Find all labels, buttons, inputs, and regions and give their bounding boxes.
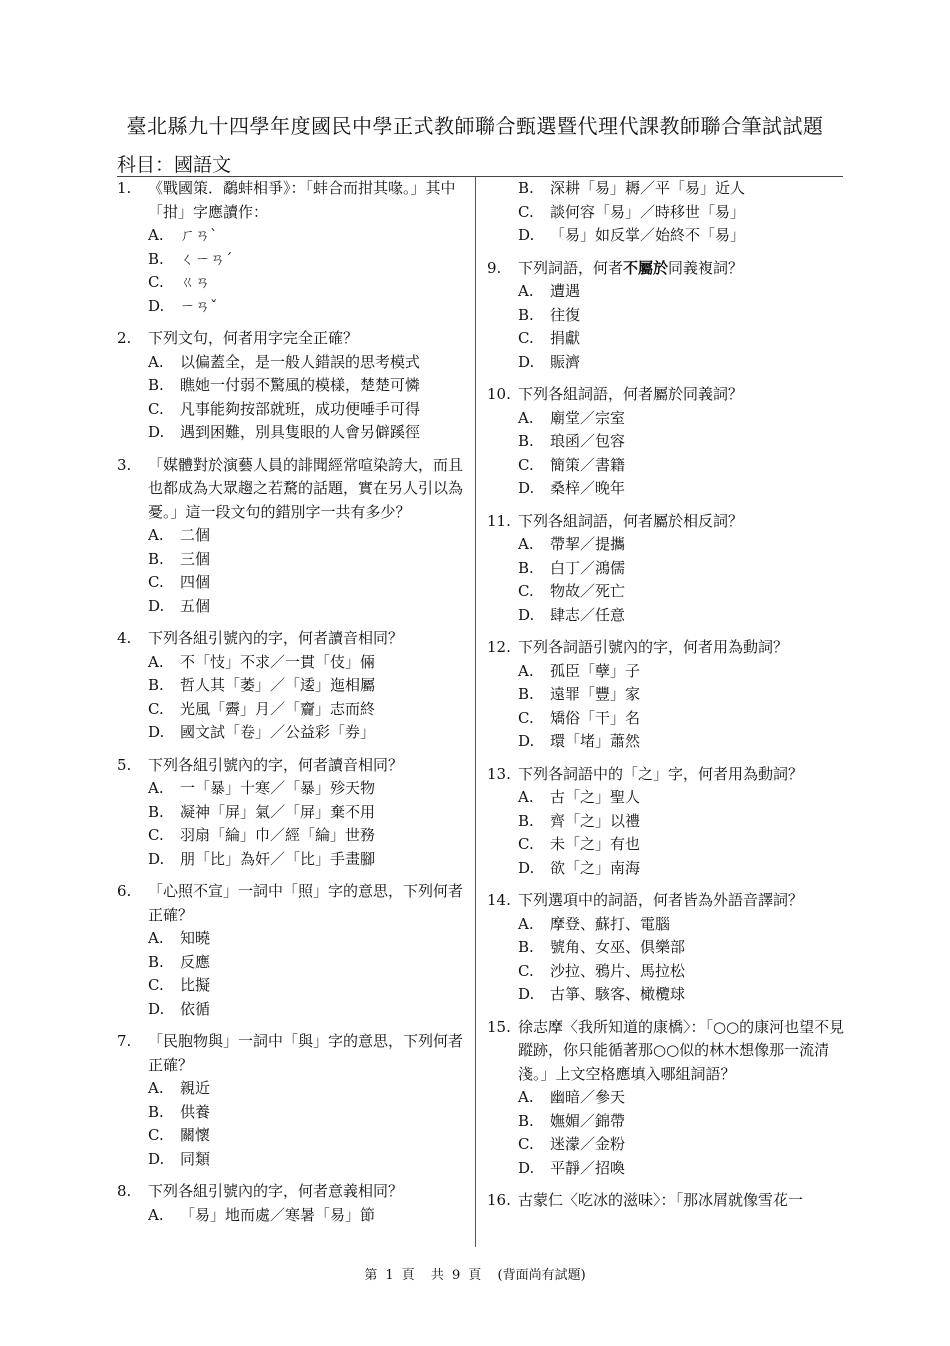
question-text: 下列各詞語中的「之」字，何者用為動詞？: [518, 764, 804, 783]
option-label: A.: [148, 779, 164, 797]
option-text: 親近: [180, 1079, 211, 1097]
option-label: A.: [518, 282, 534, 300]
option-text: 反應: [180, 952, 211, 971]
option-text: 摩登、蘇打、電腦: [550, 914, 671, 933]
answer-option: [117, 524, 467, 548]
option-label: D.: [518, 985, 535, 1003]
answer-option: [487, 936, 847, 960]
option-label: B.: [518, 811, 534, 830]
option-label: A.: [518, 408, 534, 427]
option-label: B.: [518, 179, 534, 197]
question-item: [117, 627, 467, 745]
question-number: 15.: [487, 1017, 511, 1036]
question-text: 下列各詞語引號內的字，何者用為動詞？: [518, 638, 789, 656]
question-stem: [117, 177, 467, 224]
answer-option: [487, 580, 847, 604]
question-item: [487, 257, 847, 375]
question-text: 下列各組引號內的字，何者讀音相同？: [148, 629, 404, 647]
answer-option: [117, 927, 467, 951]
question-text: 「媒體對於演藝人員的誹聞經常喧染誇大，而且也都成為大眾趨之若騖的話題，實在另人引以為憂。」這一段文句的錯別字一共有多少？: [148, 455, 464, 521]
answer-option: [487, 224, 847, 248]
option-text: 帶挈／提攜: [550, 535, 626, 553]
answer-option: [117, 951, 467, 975]
option-text: 號角、女巫、俱樂部: [550, 938, 686, 956]
option-label: A.: [148, 352, 164, 371]
option-text: 廟堂／宗室: [550, 408, 626, 427]
question-number: 16.: [487, 1191, 511, 1209]
option-label: C.: [518, 835, 534, 853]
question-stem: [117, 880, 467, 927]
option-text: 凡事能夠按部就班，成功便唾手可得: [180, 399, 421, 418]
option-label: B.: [148, 1102, 164, 1121]
option-label: D.: [148, 423, 165, 441]
question-stem: [487, 1016, 847, 1087]
answer-option: [117, 398, 467, 422]
answer-option: [117, 824, 467, 848]
option-label: B.: [518, 305, 534, 324]
option-text: 迷濛／金粉: [550, 1135, 626, 1153]
question-text: 《戰國策．鷸蚌相爭》：「蚌合而拑其喙。」其中「拑」字應讀作：: [148, 179, 456, 221]
question-number: 13.: [487, 764, 511, 783]
option-text: ㄧㄢˇ: [180, 296, 218, 315]
option-label: D.: [518, 226, 535, 244]
option-text: 未「之」有也: [550, 835, 641, 853]
option-text: 談何容「易」／時移世「易」: [550, 202, 746, 221]
option-label: B.: [148, 549, 164, 568]
option-text: 供養: [180, 1102, 211, 1121]
question-number: 14.: [487, 891, 511, 909]
option-text: ㄑㄧㄢˊ: [180, 249, 233, 268]
option-text: 國文試「卷」／公益彩「券」: [180, 723, 376, 741]
option-label: D.: [148, 723, 165, 741]
answer-option: [487, 201, 847, 225]
answer-option: [487, 454, 847, 478]
option-text: 四個: [180, 573, 211, 591]
question-text: 「民胞物與」一詞中「與」字的意思，下列何者正確？: [148, 1032, 464, 1074]
option-label: B.: [148, 952, 164, 971]
option-text: 朋「比」為奸／「比」手畫腳: [180, 849, 376, 868]
option-text: 嫵媚／錦帶: [550, 1111, 626, 1130]
question-stem: [487, 1189, 847, 1213]
option-text: 凝神「屏」氣／「屏」棄不用: [180, 802, 376, 821]
answer-option: [487, 730, 847, 754]
subject-label: 科目：國語文: [117, 154, 232, 176]
option-label: C.: [148, 273, 164, 291]
option-text: 哲人其「萎」／「逶」迤相屬: [180, 676, 376, 694]
question-text: 古蒙仁〈吃冰的滋味〉：「那冰屑就像雪花一: [518, 1191, 804, 1209]
question-stem: [487, 763, 847, 787]
answer-option: [487, 177, 847, 201]
question-item: [487, 636, 847, 754]
question-text: 下列各組引號內的字，何者讀音相同？: [148, 755, 404, 774]
option-text: 桑梓／晚年: [550, 479, 626, 497]
option-text: 齊「之」以禮: [550, 811, 641, 830]
answer-option: [487, 407, 847, 431]
option-text: 知曉: [180, 929, 211, 947]
answer-option: [487, 960, 847, 984]
answer-option: [487, 983, 847, 1007]
option-label: D.: [148, 999, 165, 1018]
answer-option: [117, 698, 467, 722]
option-label: D.: [148, 849, 165, 868]
stem-part: 下列詞語，何者: [518, 258, 624, 277]
right-column: [487, 177, 847, 1222]
answer-option: [487, 1086, 847, 1110]
answer-option: [117, 777, 467, 801]
option-text: 「易」地而處／寒暑「易」節: [180, 1205, 376, 1224]
option-text: 往復: [550, 305, 581, 324]
question-number: 10.: [487, 385, 511, 403]
answer-option: [117, 674, 467, 698]
option-text: 遇到困難，別具隻眼的人會另僻蹊徑: [180, 423, 421, 441]
option-label: A.: [518, 914, 534, 933]
question-text: 下列文句，何者用字完全正確？: [148, 329, 359, 347]
answer-option: [117, 1204, 467, 1228]
option-label: C.: [518, 582, 534, 600]
answer-option: [487, 857, 847, 881]
option-text: 幽暗／參天: [550, 1088, 626, 1106]
option-label: C.: [518, 961, 534, 980]
question-stem: [117, 454, 467, 525]
option-label: A.: [518, 788, 534, 806]
total-suffix: 頁: [468, 1268, 482, 1283]
answer-option: [117, 974, 467, 998]
question-number: 6.: [117, 882, 132, 900]
question-stem: [487, 383, 847, 407]
option-text: 古「之」聖人: [550, 788, 641, 806]
question-stem: [487, 510, 847, 534]
option-label: B.: [518, 1111, 534, 1130]
answer-option: [487, 1110, 847, 1134]
option-text: 簡策／書籍: [550, 455, 626, 474]
option-label: B.: [148, 376, 164, 394]
answer-option: [117, 721, 467, 745]
left-column: [117, 177, 467, 1236]
answer-option: [117, 571, 467, 595]
option-label: D.: [518, 479, 535, 497]
answer-option: [487, 1157, 847, 1181]
page-prefix: 第: [364, 1268, 378, 1283]
answer-option: [117, 595, 467, 619]
stem-part: 同義複詞？: [668, 258, 744, 277]
option-label: A.: [148, 652, 164, 671]
option-text: 環「堵」蕭然: [550, 732, 641, 750]
question-number: 4.: [117, 629, 132, 647]
question-item: [487, 889, 847, 1007]
option-label: B.: [148, 802, 164, 821]
question-item: [487, 763, 847, 881]
answer-option: [117, 224, 467, 248]
answer-option: [487, 1133, 847, 1157]
option-text: ㄍㄢ: [180, 273, 211, 291]
option-text: 比擬: [180, 976, 211, 994]
column-divider: [475, 177, 476, 1247]
stem-emphasis: 不屬於: [623, 258, 669, 277]
question-item: [117, 454, 467, 619]
option-text: 孤臣「孽」子: [550, 661, 641, 680]
answer-option: [117, 1124, 467, 1148]
option-label: B.: [148, 676, 164, 694]
question-number: 7.: [117, 1032, 132, 1050]
option-text: 不「忮」不求／一貫「伎」倆: [180, 652, 376, 671]
question-text: 下列各組詞語，何者屬於同義詞？: [518, 385, 744, 403]
option-text: 二個: [180, 526, 211, 544]
answer-option: [487, 280, 847, 304]
question-item: [487, 383, 847, 501]
option-label: A.: [518, 661, 534, 680]
question-stem: [117, 1030, 467, 1077]
question-stem: [487, 889, 847, 913]
right-questions: [487, 257, 847, 1213]
option-label: B.: [518, 432, 534, 450]
question-stem: [487, 636, 847, 660]
option-label: C.: [148, 1126, 164, 1144]
option-label: C.: [148, 573, 164, 591]
option-text: 一「暴」十寒／「暴」殄天物: [180, 779, 376, 797]
question-text: 徐志摩〈我所知道的康橋〉：「○○的康河也望不見蹤跡，你只能循著那○○似的林木想像那一流清淺。」上文空格應填入哪組詞語？: [518, 1017, 845, 1083]
answer-option: [487, 351, 847, 375]
option-label: A.: [148, 526, 164, 544]
answer-option: [487, 557, 847, 581]
answer-option: [117, 295, 467, 319]
option-label: D.: [518, 605, 535, 624]
question-number: 9.: [487, 258, 502, 277]
answer-option: [487, 304, 847, 328]
option-text: 賑濟: [550, 352, 581, 371]
option-label: B.: [148, 249, 164, 268]
option-label: C.: [518, 708, 534, 727]
option-text: 遠罪「豐」家: [550, 685, 641, 703]
option-text: 白丁／鴻儒: [550, 558, 626, 577]
answer-option: [487, 430, 847, 454]
question-text: 下列選項中的詞語，何者皆為外語音譯詞？: [518, 891, 804, 909]
option-label: D.: [148, 1149, 165, 1168]
option-text: 深耕「易」耨／平「易」近人: [550, 179, 746, 197]
answer-option: [487, 533, 847, 557]
answer-option: [117, 848, 467, 872]
option-text: 羽扇「綸」巾／經「綸」世務: [180, 826, 376, 844]
option-label: B.: [518, 938, 534, 956]
question-number: 8.: [117, 1182, 132, 1200]
question-text: 下列各組引號內的字，何者意義相同？: [148, 1182, 404, 1200]
option-text: 肆志／任意: [550, 605, 626, 624]
option-label: C.: [148, 826, 164, 844]
answer-option: [117, 998, 467, 1022]
answer-option: [117, 1077, 467, 1101]
option-label: C.: [148, 699, 164, 718]
option-label: A.: [148, 929, 164, 947]
footer-note: (背面尚有試題): [497, 1268, 586, 1283]
question-item: [117, 177, 467, 318]
answer-option: [487, 786, 847, 810]
option-text: 物故／死亡: [550, 582, 626, 600]
answer-option: [117, 801, 467, 825]
page-number: 1: [385, 1268, 394, 1283]
option-text: 矯俗「干」名: [550, 708, 641, 727]
answer-option: [487, 327, 847, 351]
question-item: [487, 510, 847, 628]
answer-option: [487, 660, 847, 684]
question-number: 1.: [117, 179, 132, 197]
option-label: D.: [518, 732, 535, 750]
question-stem: [117, 1180, 467, 1204]
total-prefix: 共: [430, 1268, 444, 1283]
question-text: 下列各組詞語，何者屬於相反詞？: [518, 511, 744, 530]
question-number: 5.: [117, 755, 132, 774]
option-text: 欲「之」南海: [550, 858, 641, 877]
option-text: 「易」如反掌／始終不「易」: [550, 226, 746, 244]
answer-option: [117, 1101, 467, 1125]
option-label: C.: [518, 202, 534, 221]
option-text: 以偏蓋全，是一般人錯誤的思考模式: [180, 352, 421, 371]
option-text: 三個: [180, 549, 211, 568]
answer-option: [487, 707, 847, 731]
option-text: ㄏㄢˋ: [180, 226, 218, 244]
option-text: 捐獻: [550, 329, 581, 347]
option-label: B.: [518, 685, 534, 703]
answer-option: [117, 1148, 467, 1172]
option-label: D.: [518, 1158, 535, 1177]
answer-option: [117, 421, 467, 445]
option-label: C.: [518, 455, 534, 474]
question-8-continuation: [487, 177, 847, 248]
question-stem: [117, 327, 467, 351]
question-number: 11.: [487, 511, 511, 530]
page-footer: [0, 1264, 950, 1283]
answer-option: [117, 651, 467, 675]
option-text: 光風「霽」月／「齎」志而終: [180, 699, 376, 718]
question-number: 2.: [117, 329, 132, 347]
answer-option: [487, 810, 847, 834]
answer-option: [487, 604, 847, 628]
answer-option: [487, 913, 847, 937]
option-text: 琅函／包容: [550, 432, 626, 450]
question-item: [117, 1030, 467, 1171]
option-label: C.: [148, 976, 164, 994]
option-label: D.: [148, 296, 165, 315]
question-text: [518, 257, 847, 281]
question-item: [117, 327, 467, 445]
option-label: A.: [148, 1079, 164, 1097]
answer-option: [487, 683, 847, 707]
question-item: [487, 1016, 847, 1181]
exam-title: 臺北縣九十四學年度國民中學正式教師聯合甄選暨代理代課教師聯合筆試試題: [126, 114, 824, 138]
answer-option: [117, 374, 467, 398]
question-number: 12.: [487, 638, 511, 656]
total-pages: 9: [451, 1268, 461, 1283]
question-item: [117, 1180, 467, 1227]
option-label: A.: [148, 226, 164, 244]
option-label: A.: [518, 535, 534, 553]
answer-option: [117, 271, 467, 295]
question-item: [117, 754, 467, 872]
question-stem: [117, 754, 467, 778]
question-stem: [117, 627, 467, 651]
option-text: 沙拉、鴉片、馬拉松: [550, 961, 686, 980]
option-label: B.: [518, 558, 534, 577]
option-label: D.: [518, 858, 535, 877]
option-text: 依循: [180, 999, 211, 1018]
option-text: 同類: [180, 1149, 211, 1168]
question-item: [487, 1189, 847, 1213]
option-label: D.: [148, 596, 165, 615]
page-suffix: 頁: [401, 1268, 415, 1283]
answer-option: [487, 833, 847, 857]
question-item: [117, 880, 467, 1021]
answer-option: [117, 351, 467, 375]
option-text: 遭遇: [550, 282, 581, 300]
question-stem: [487, 257, 847, 281]
option-label: A.: [148, 1205, 164, 1224]
option-text: 古箏、駭客、橄欖球: [550, 985, 686, 1003]
option-label: D.: [518, 352, 535, 371]
answer-option: [487, 477, 847, 501]
option-label: A.: [518, 1088, 534, 1106]
option-label: C.: [518, 1135, 534, 1153]
option-text: 瞧她一付弱不驚風的模樣，楚楚可憐: [180, 376, 421, 394]
option-text: 關懷: [180, 1126, 211, 1144]
question-number: 3.: [117, 455, 132, 474]
option-text: 平靜／招喚: [550, 1158, 626, 1177]
answer-option: [117, 548, 467, 572]
question-text: 「心照不宣」一詞中「照」字的意思，下列何者正確？: [148, 882, 464, 924]
option-label: C.: [148, 399, 164, 418]
option-text: 五個: [180, 596, 211, 615]
answer-option: [117, 248, 467, 272]
option-label: C.: [518, 329, 534, 347]
